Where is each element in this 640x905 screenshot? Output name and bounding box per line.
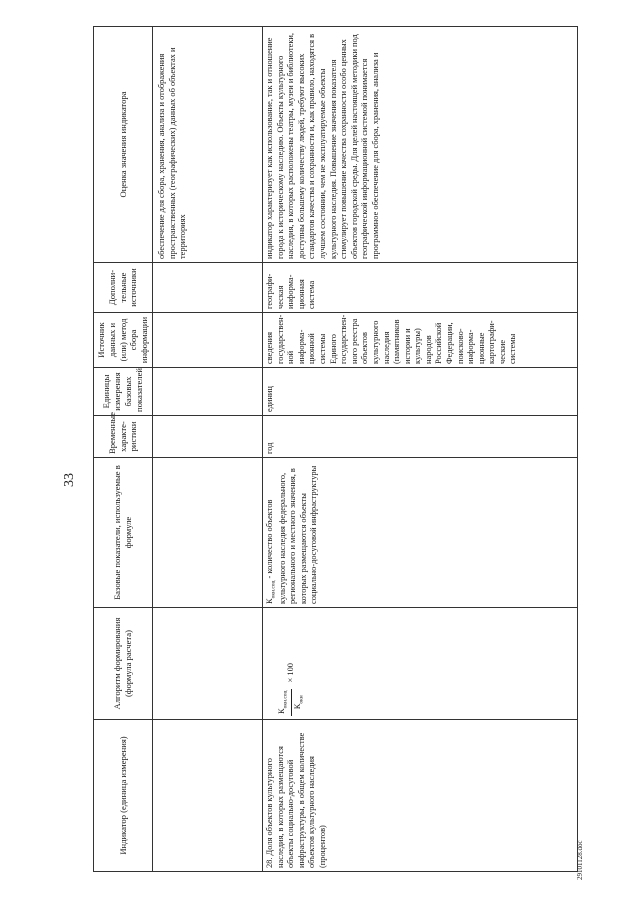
header-indicator: Индикатор (единица измерения)	[94, 720, 153, 872]
base-indicators-cell: $К_{окн.соц}$ - количество объектов культурного наследия федерального, регионального и местного значения, в которых размещаются объекты социально-досуговой инфраструктуры	[263, 458, 578, 608]
units-cell: единиц	[263, 368, 578, 416]
header-units: Единицы измерения базовых показателей	[94, 368, 153, 416]
continuation-row	[153, 27, 263, 872]
table-row	[263, 27, 578, 872]
additional-source-cell: географи-ческая информа-ционная система	[263, 263, 578, 313]
formula-multiplier: × 100	[285, 663, 295, 683]
indicator-table	[93, 26, 578, 872]
header-evaluation: Оценка значения индикатора	[94, 27, 153, 263]
page-number: 33	[62, 473, 77, 487]
header-additional: Дополни-тельные источники	[94, 263, 153, 313]
continuation-evaluation: обеспечение для сбора, хранения, анализа и отображения пространственных (географических) данных об объектах и территориях	[153, 27, 263, 263]
header-row	[94, 27, 153, 872]
header-time: Временные характе-ристики	[94, 416, 153, 458]
rotated-table-wrapper	[93, 27, 578, 872]
document-id: 29101128.doc	[576, 840, 584, 880]
formula-fraction: $К_{окн.соц}$ $К_{окн}$	[277, 690, 305, 714]
source-cell: сведения государствен-ной информа-ционной системы Единого государствен-ного реестра объектов культурного наследия (памятников истории и культуры) народов Российской Федерации, поисково-информа-ционные картографи-ческие системы	[263, 313, 578, 368]
indicator-text: Доля объектов культурного наследия, в которых размещаются объекты социально-досуговой инфраструктуры, в общем количестве объектов культурного наследия (процентов)	[265, 732, 328, 868]
header-source: Источник данных и (или) метод сбора информации	[94, 313, 153, 368]
row-number: 28.	[265, 857, 275, 868]
time-cell: год	[263, 416, 578, 458]
formula-cell	[263, 608, 578, 720]
header-formula: Алгоритм формирования (формула расчета)	[94, 608, 153, 720]
evaluation-cell: индикатор характеризует как использование, так и отношение города к историческому наследию. Объекты культурного наследия, в которых расположены театры, музеи и библиотеки, доступны большему количеству людей, требуют высоких стандартов качества и сохранности и, как правило, находятся в лучшем состоянии, чем не эксплуатируемые объекты культурного наследия. Повышение значения показателя стимулирует повышение качества сохранности особо ценных объектов городской среды. Для целей настоящей методики под географической информационной системой понимается программное обеспечение для сбора, хранения, анализа и	[263, 27, 578, 263]
indicator-cell	[263, 720, 578, 872]
header-base-indicators: Базовые показатели, используемые в формуле	[94, 458, 153, 608]
